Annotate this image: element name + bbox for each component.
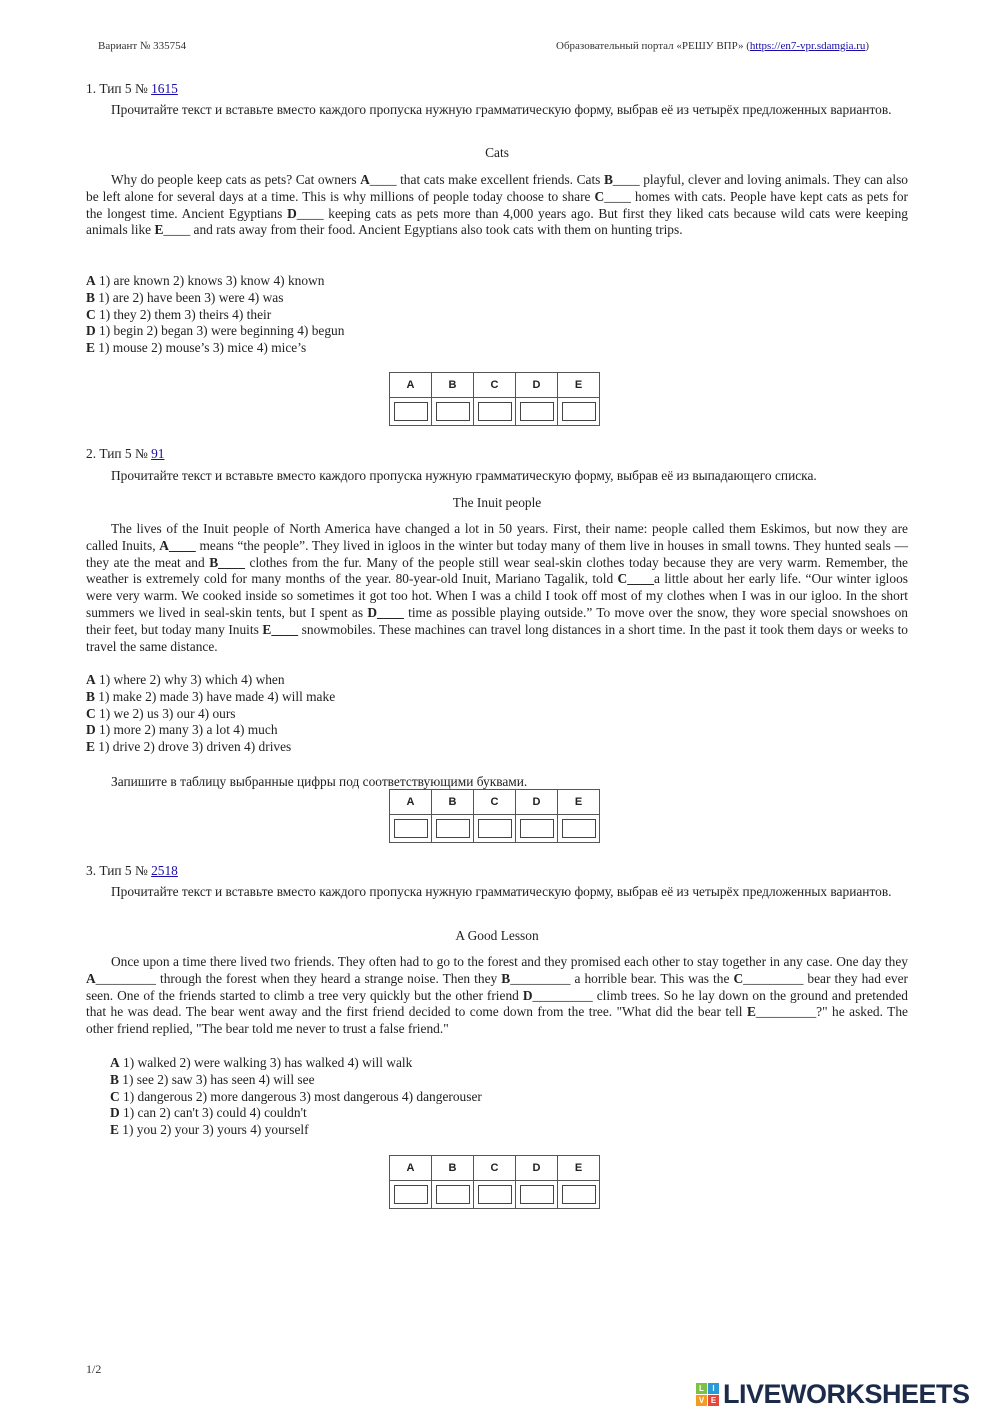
portal-link[interactable]: https://en7-vpr.sdamgia.ru: [749, 40, 866, 52]
task-2-heading: The Inuit people: [452, 495, 542, 510]
task-3-answer-table: A B C D E: [389, 1155, 600, 1209]
option-row: E 1) you 2) your 3) yours 4) yourself: [110, 1122, 309, 1138]
option-row: B 1) make 2) made 3) have made 4) will make: [86, 688, 336, 704]
answer-input-a[interactable]: [394, 402, 428, 421]
answer-input-d[interactable]: [520, 1185, 554, 1204]
answer-input-b[interactable]: [436, 402, 470, 421]
task-1-answer-table: A B C D E: [389, 372, 600, 426]
task-2-link[interactable]: 91: [151, 446, 165, 461]
answer-input-c[interactable]: [478, 819, 512, 838]
option-row: A 1) where 2) why 3) which 4) when: [86, 672, 285, 687]
task-2-answer-table: A B C D E: [389, 789, 600, 843]
answer-input-c[interactable]: [478, 402, 512, 421]
answer-input-b[interactable]: [436, 1185, 470, 1204]
task-2-title: 2. Тип 5 № 91: [86, 446, 165, 461]
option-row: C 1) dangerous 2) more dangerous 3) most dangerous 4) dangerouser: [110, 1088, 482, 1104]
option-row: A 1) walked 2) were walking 3) has walked 4) will walk: [110, 1055, 413, 1070]
task-1-instruction: Прочитайте текст и вставьте вместо каждого пропуска нужную грамматическую форму, выбрав её из четырёх предложенных вариантов.: [111, 102, 892, 117]
task-3-text: Once upon a time there lived two friends. They often had to go to the forest and they promised each other to stay together in any case. One day they A_________ through the forest when they heard a strange noise. Then they B_________ a horrible bear. This was the C_________ bear they had ever seen. One of the friends started to climb a tree very quickly but the other friend D_________ climb trees. So he lay down on the ground and pretended that he was dead. The bear went away and the first friend decided to come down from the tree. "What did the bear tell E_________?" he asked. The other friend replied, "The bear told me never to trust a false friend.": [86, 954, 909, 1037]
answer-input-c[interactable]: [478, 1185, 512, 1204]
answer-input-e[interactable]: [562, 402, 596, 421]
option-row: D 1) can 2) can't 3) could 4) couldn't: [110, 1105, 307, 1121]
task-2-table-note: Запишите в таблицу выбранные цифры под соответствующими буквами.: [111, 774, 528, 789]
task-3-title: 3. Тип 5 № 2518: [86, 863, 178, 878]
task-1-options: [86, 273, 344, 357]
page-number: 1/2: [86, 1362, 102, 1376]
option-row: D 1) begin 2) began 3) were beginning 4) begun: [86, 323, 345, 339]
task-3-instruction: Прочитайте текст и вставьте вместо каждого пропуска нужную грамматическую форму, выбрав её из четырёх предложенных вариантов.: [111, 884, 892, 899]
answer-input-a[interactable]: [394, 1185, 428, 1204]
liveworksheets-logo[interactable]: [696, 1376, 994, 1412]
task-2-instruction: Прочитайте текст и вставьте вместо каждого пропуска нужную грамматическую форму, выбрав её из выпадающего списка.: [111, 468, 817, 483]
task-3-link[interactable]: 2518: [151, 863, 178, 878]
answer-input-e[interactable]: [562, 1185, 596, 1204]
task-1-text: Why do people keep cats as pets? Cat owners A____ that cats make excellent friends. Cats B____ playful, clever and loving animals. They can also be left alone for several days at a time. This is why millions of people today choose to share C____ homes with cats. People have kept cats as pets for the longest time. Ancient Egyptians D____ keeping cats as pets more than 4,000 years ago. But first they liked cats because wild cats were keeping animals like E____ and rats away from their food. Ancient Egyptians also took cats with them on hunting trips.: [86, 172, 908, 238]
portal-label: Образовательный портал «РЕШУ ВПР» (https://en7-vpr.sdamgia.ru): [556, 40, 870, 52]
task-3-options: [110, 1055, 482, 1139]
task-1-heading: Cats: [485, 145, 509, 160]
task-1-link[interactable]: 1615: [151, 81, 178, 96]
option-row: E 1) drive 2) drove 3) driven 4) drives: [86, 739, 292, 755]
answer-input-d[interactable]: [520, 819, 554, 838]
option-row: C 1) they 2) them 3) theirs 4) their: [86, 306, 272, 322]
logo-mark-icon: L I V E: [696, 1383, 719, 1406]
option-row: B 1) are 2) have been 3) were 4) was: [86, 289, 284, 305]
answer-input-b[interactable]: [436, 819, 470, 838]
task-2-options: [86, 672, 335, 756]
option-row: B 1) see 2) saw 3) has seen 4) will see: [110, 1071, 315, 1087]
answer-input-d[interactable]: [520, 402, 554, 421]
option-row: D 1) more 2) many 3) a lot 4) much: [86, 722, 278, 738]
variant-label: Вариант № 335754: [98, 40, 187, 52]
answer-input-a[interactable]: [394, 819, 428, 838]
logo-text: LIVEWORKSHEETS: [723, 1378, 970, 1409]
task-2-text: The lives of the Inuit people of North America have changed a lot in 50 years. First, their name: people called them Eskimos, but now they are called Inuits, A____ means “the people”. They lived in igloos in the winter but today many of them live in houses in small towns. They hunted seals — they ate the meat and B____ clothes from the fur. Many of the people still wear seal-skin clothes today because they are very warm. Remember, the weather is extremely cold for many months of the year. 80-year-old Inuit, Mariano Tagalik, told C____a little about her early life. “Our winter igloos were very warm. We cooked inside so sometimes it got too hot. When I was a child I took off most of my clothes when I was in our igloo. In the short summers we lived in seal-skin tents, but I spent as D____ time as possible playing outside.” To move over the snow, they wore special snowshoes on their feet, but today many Inuits E____ snowmobiles. These machines can travel long distances in a short time. In the past it took them days or weeks to travel the same distance.: [86, 521, 908, 654]
answer-input-e[interactable]: [562, 819, 596, 838]
task-1-title: 1. Тип 5 № 1615: [86, 81, 178, 96]
task-3-heading: A Good Lesson: [455, 928, 539, 943]
option-row: C 1) we 2) us 3) our 4) ours: [86, 705, 236, 721]
option-row: E 1) mouse 2) mouse’s 3) mice 4) mice’s: [86, 340, 307, 356]
option-row: A 1) are known 2) knows 3) know 4) known: [86, 273, 325, 288]
